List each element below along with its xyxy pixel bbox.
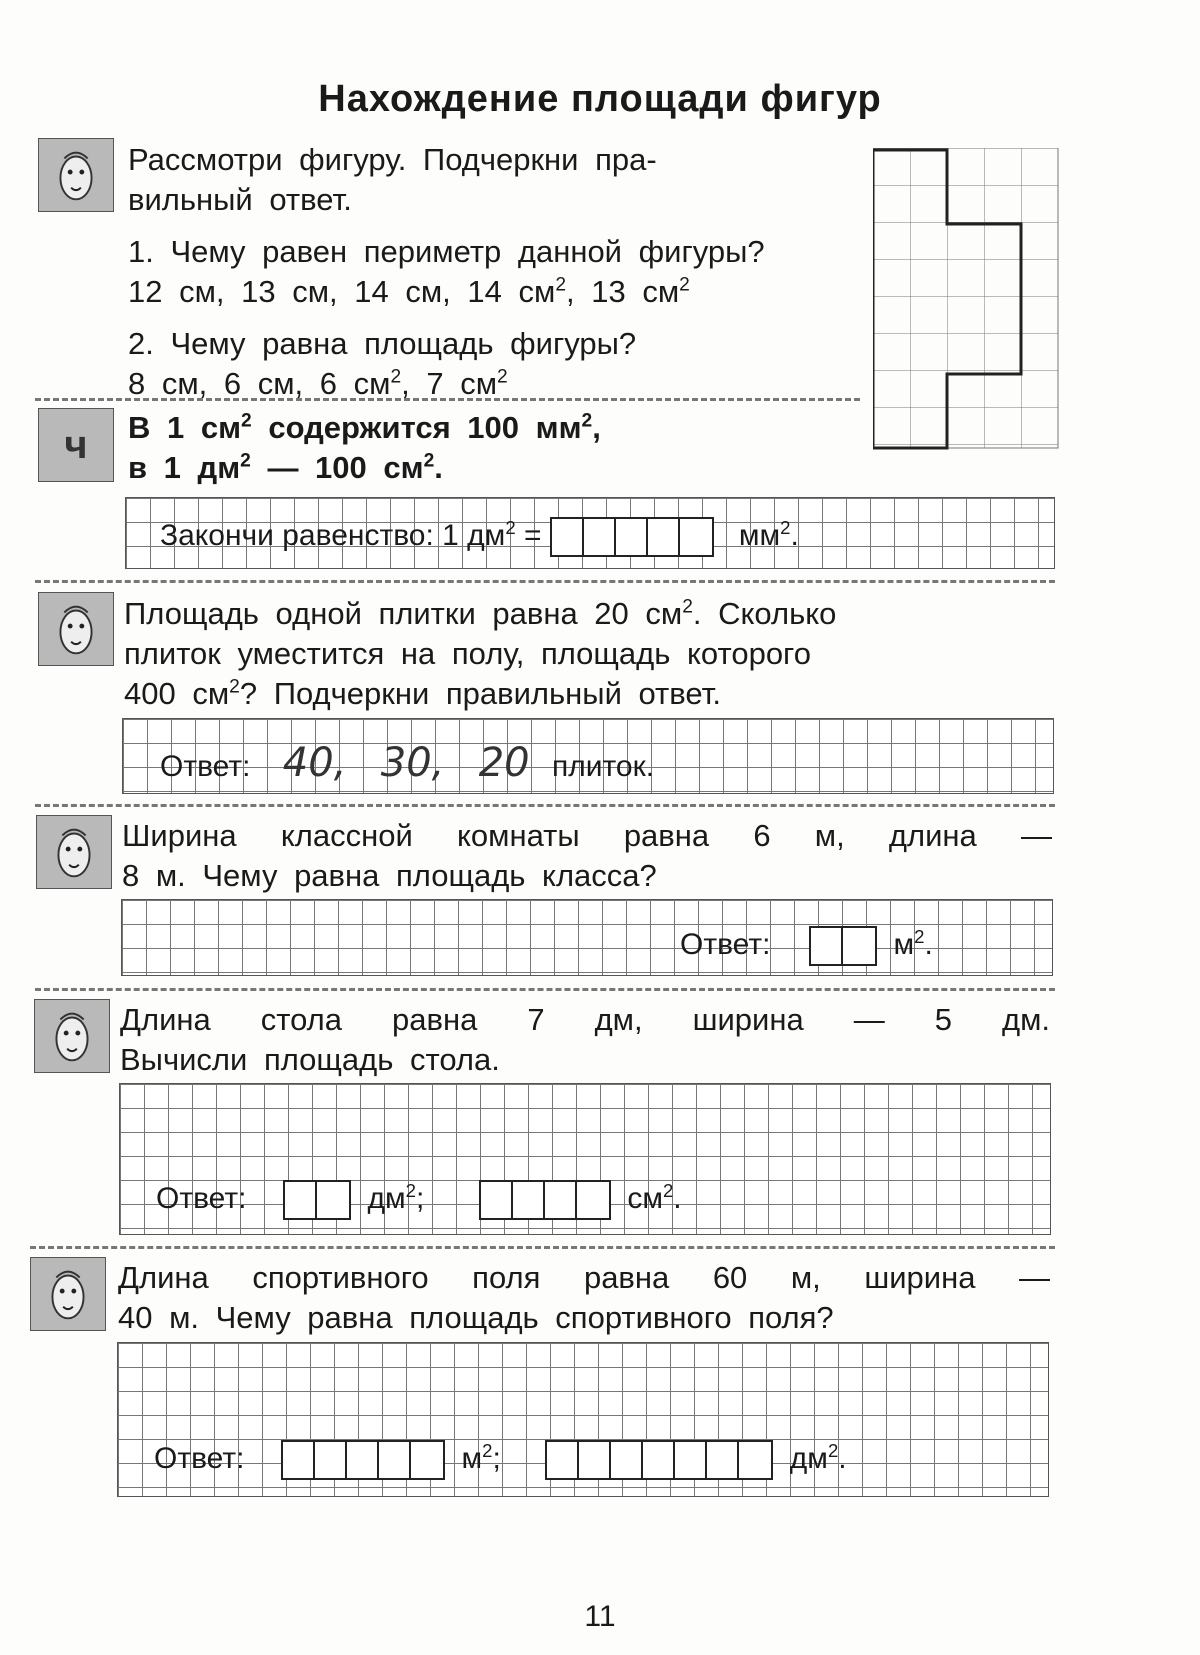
answer-boxes[interactable] (283, 1180, 351, 1220)
divider (35, 580, 1055, 583)
option-30[interactable]: 30, (380, 740, 445, 786)
task1-intro-line2: вильный ответ. (128, 182, 352, 217)
answer-boxes[interactable] (809, 926, 877, 966)
rule-line1: В 1 $см^2$ содержится 100 $мм^2$, (128, 410, 601, 445)
task6-answer: Ответ: $м^2$; $дм^2$. (154, 1440, 847, 1480)
task6-line2: 40 м. Чему равна площадь спортивного поля? (118, 1300, 834, 1335)
task1-question1-options: 12 см, 13 см, 14 см, 14 $см^2$, 13 $см^2$ (128, 274, 690, 309)
task3-answer: Ответ: 40, 30, 20 плиток. (160, 740, 655, 786)
task4-answer: Ответ: $м^2$. (680, 926, 933, 966)
task4-line2: 8 м. Чему равна площадь класса? (122, 858, 657, 893)
face-icon (30, 1257, 106, 1331)
task6-line1: Длина спортивного поля равна 60 м, ширина — (118, 1260, 1050, 1295)
rule-icon: ч (38, 408, 114, 482)
face-icon (36, 815, 112, 889)
task4-line1: Ширина классной комнаты равна 6 м, длина — (122, 818, 1052, 853)
task3-line3: 400 $см^2$? Подчеркни правильный ответ. (124, 676, 721, 711)
page-title: Нахождение площади фигур (318, 78, 882, 120)
task5-line2: Вычисли площадь стола. (120, 1042, 500, 1077)
answer-boxes[interactable] (550, 517, 714, 557)
face-icon (38, 592, 114, 666)
figure-grid (873, 148, 1063, 458)
task1-question2-options: 8 см, 6 см, 6 $см^2$, 7 $см^2$ (128, 366, 508, 401)
divider (35, 988, 1055, 991)
answer-boxes[interactable] (479, 1180, 611, 1220)
task1-question2: 2. Чему равна площадь фигуры? (128, 326, 637, 361)
task3-line2: плиток уместится на полу, площадь которого (124, 636, 811, 671)
face-icon (38, 138, 114, 212)
task3-line1: Площадь одной плитки равна 20 $см^2$. Сколько (124, 596, 837, 631)
rule-equation: Закончи равенство: 1 $дм^2$ = $мм^2$. (160, 517, 799, 557)
answer-boxes[interactable] (545, 1440, 773, 1480)
divider (35, 398, 860, 401)
answer-boxes[interactable] (281, 1440, 445, 1480)
task5-answer: Ответ: $дм^2$; $см^2$. (156, 1180, 682, 1220)
divider (35, 804, 1055, 807)
page-number: 11 (584, 1600, 616, 1633)
task5-line1: Длина стола равна 7 дм, ширина — 5 дм. (120, 1002, 1050, 1037)
task1-intro-line1: Рассмотри фигуру. Подчеркни пра- (128, 142, 657, 177)
divider (30, 1246, 1055, 1249)
face-icon (34, 999, 110, 1073)
task1-question1: 1. Чему равен периметр данной фигуры? (128, 234, 765, 269)
option-40[interactable]: 40, (282, 740, 347, 786)
rule-line2: в 1 $дм^2$ — 100 $см^2$. (128, 450, 443, 485)
option-20[interactable]: 20 (478, 740, 530, 786)
